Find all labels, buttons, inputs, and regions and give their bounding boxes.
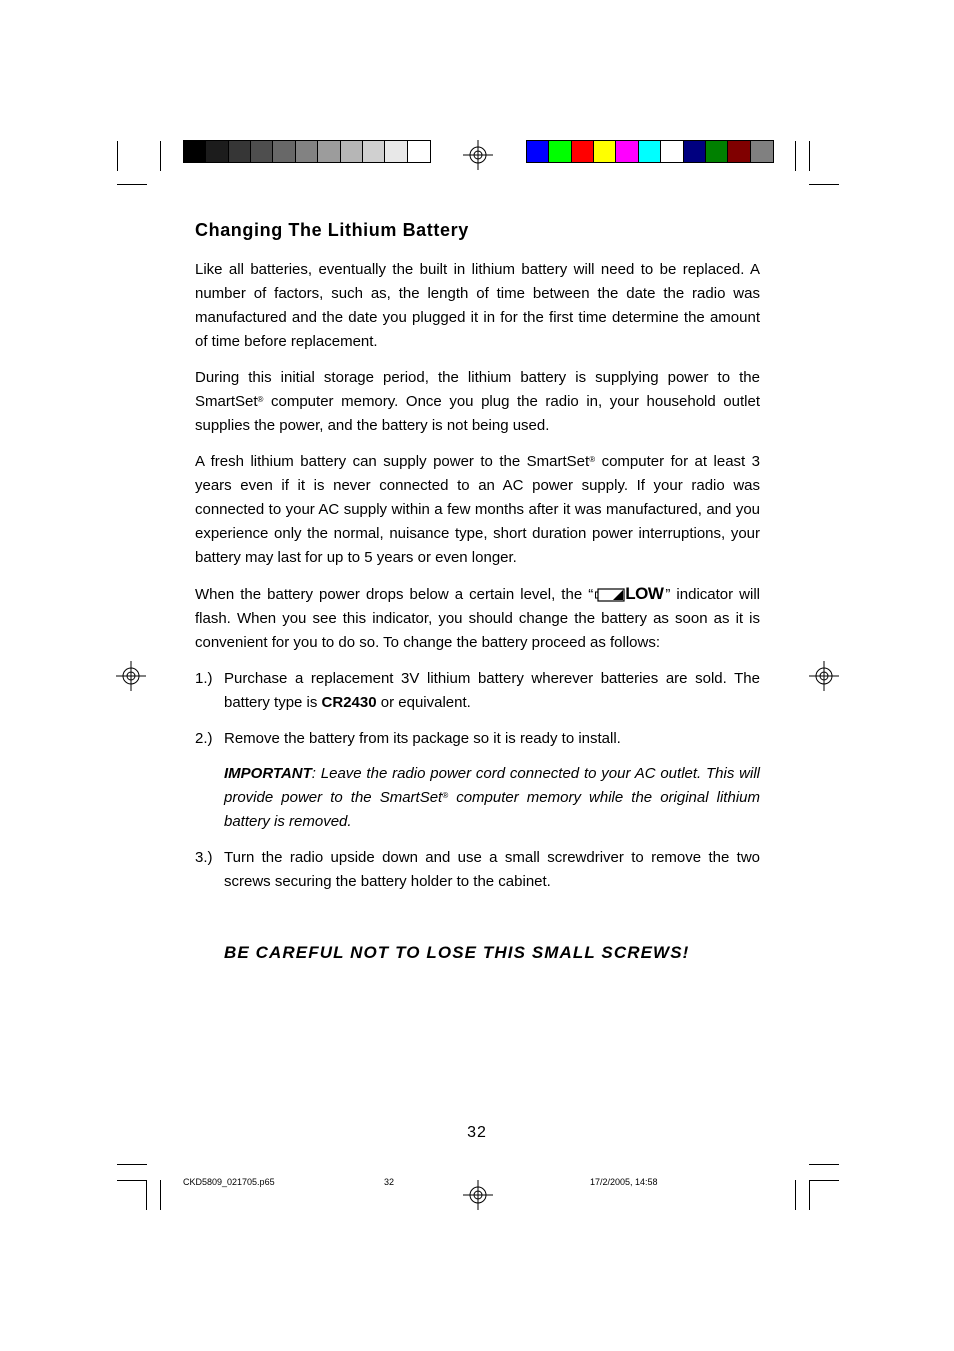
color-swatch xyxy=(706,141,728,162)
registered-mark: ® xyxy=(257,395,264,404)
color-swatch xyxy=(296,141,318,162)
color-bar xyxy=(526,140,774,163)
color-swatch xyxy=(229,141,251,162)
page-number: 32 xyxy=(467,1124,487,1141)
registration-target-icon xyxy=(463,1180,493,1210)
crop-mark xyxy=(117,1180,147,1181)
paragraph-text: A fresh lithium battery can supply power to the SmartSet xyxy=(195,453,590,470)
paragraph-text: When the battery power drops below a certain level, the “ xyxy=(195,586,594,603)
crop-mark xyxy=(795,141,796,171)
color-swatch xyxy=(184,141,206,162)
paragraph-text: ” indicator will flash. When you see this indicator, you should change the battery as soon as it is convenient for you to do so. To change the battery proceed as follows: xyxy=(195,586,761,652)
color-swatch xyxy=(594,141,616,162)
crop-mark xyxy=(160,1180,161,1210)
low-indicator-text: LOW xyxy=(625,584,664,604)
registration-target-icon xyxy=(809,661,839,691)
paragraph-intro xyxy=(195,258,760,354)
color-swatch xyxy=(273,141,295,162)
color-swatch xyxy=(684,141,706,162)
crop-mark xyxy=(117,184,147,185)
list-number: 1.) xyxy=(195,670,213,687)
grayscale-color-bar xyxy=(183,140,431,163)
crop-mark xyxy=(117,141,118,171)
crop-mark xyxy=(809,1180,839,1181)
color-swatch xyxy=(385,141,407,162)
battery-icon xyxy=(595,587,625,602)
paragraph-text: During this initial storage period, the lithium battery is supplying power to the SmartSet xyxy=(195,369,760,410)
color-swatch xyxy=(318,141,340,162)
list-item xyxy=(195,667,760,715)
color-swatch xyxy=(408,141,430,162)
list-number: 2.) xyxy=(195,730,213,747)
warning-text: BE CAREFUL NOT TO LOSE THIS SMALL SCREWS! xyxy=(224,943,690,962)
crop-mark xyxy=(809,1164,839,1165)
paragraph-lifetime xyxy=(195,450,760,570)
important-label: IMPORTANT xyxy=(224,765,312,782)
color-swatch xyxy=(341,141,363,162)
crop-mark xyxy=(160,141,161,171)
list-number: 3.) xyxy=(195,849,213,866)
page-title: Changing The Lithium Battery xyxy=(195,220,469,240)
low-battery-icon xyxy=(595,582,663,606)
important-text: : Leave the radio power cord connected to your AC outlet. This will provide power to the SmartSet xyxy=(224,765,760,806)
color-swatch xyxy=(639,141,661,162)
color-swatch xyxy=(549,141,571,162)
paragraph-text: Like all batteries, eventually the built in lithium battery will need to be replaced. A number of factors, such as, the length of time between the date the radio was manufactured and the date you plugged it in for the first time determine the amount of time before replacement. xyxy=(195,261,760,350)
list-text: Purchase a replacement 3V lithium battery wherever batteries are sold. The battery type is xyxy=(224,670,760,711)
footer-page: 32 xyxy=(384,1177,395,1187)
footer-filename: CKD5809_021705.p65 xyxy=(183,1177,275,1187)
color-swatch xyxy=(363,141,385,162)
color-swatch xyxy=(661,141,683,162)
paragraph-text: computer for at least 3 years even if it is never connected to an AC power supply. If your radio was connected to your AC supply within a few months after it was manufactured, and you experience only the normal, nuisance type, short duration power interruptions, your battery may last for up to 5 years or even longer. xyxy=(195,453,761,566)
crop-mark xyxy=(809,184,839,185)
list-item xyxy=(195,727,760,751)
footer-datetime: 17/2/2005, 14:58 xyxy=(590,1177,658,1187)
color-swatch xyxy=(251,141,273,162)
important-note xyxy=(224,762,760,834)
paragraph-text: computer memory. Once you plug the radio in, your household outlet supplies the power, and the battery is not being used. xyxy=(195,393,760,434)
crop-mark xyxy=(809,141,810,171)
color-swatch xyxy=(751,141,773,162)
color-swatch xyxy=(616,141,638,162)
list-text: or equivalent. xyxy=(376,694,471,711)
color-swatch xyxy=(728,141,750,162)
list-item xyxy=(195,846,760,894)
important-text: computer memory while the original lithium battery is removed. xyxy=(224,789,760,830)
crop-mark xyxy=(809,1180,810,1210)
paragraph-low-indicator xyxy=(195,583,760,655)
registration-target-icon xyxy=(463,140,493,170)
color-swatch xyxy=(206,141,228,162)
list-text: Remove the battery from its package so it is ready to install. xyxy=(224,730,621,747)
color-swatch xyxy=(572,141,594,162)
registered-mark: ® xyxy=(589,455,596,464)
registered-mark: ® xyxy=(442,791,449,800)
registration-target-icon xyxy=(116,661,146,691)
crop-mark xyxy=(795,1180,796,1210)
color-swatch xyxy=(527,141,549,162)
battery-type: CR2430 xyxy=(321,694,377,711)
crop-mark xyxy=(117,1164,147,1165)
paragraph-storage xyxy=(195,366,760,438)
crop-mark xyxy=(146,1180,147,1210)
list-text: Turn the radio upside down and use a small screwdriver to remove the two screws securing the battery holder to the cabinet. xyxy=(224,849,760,890)
